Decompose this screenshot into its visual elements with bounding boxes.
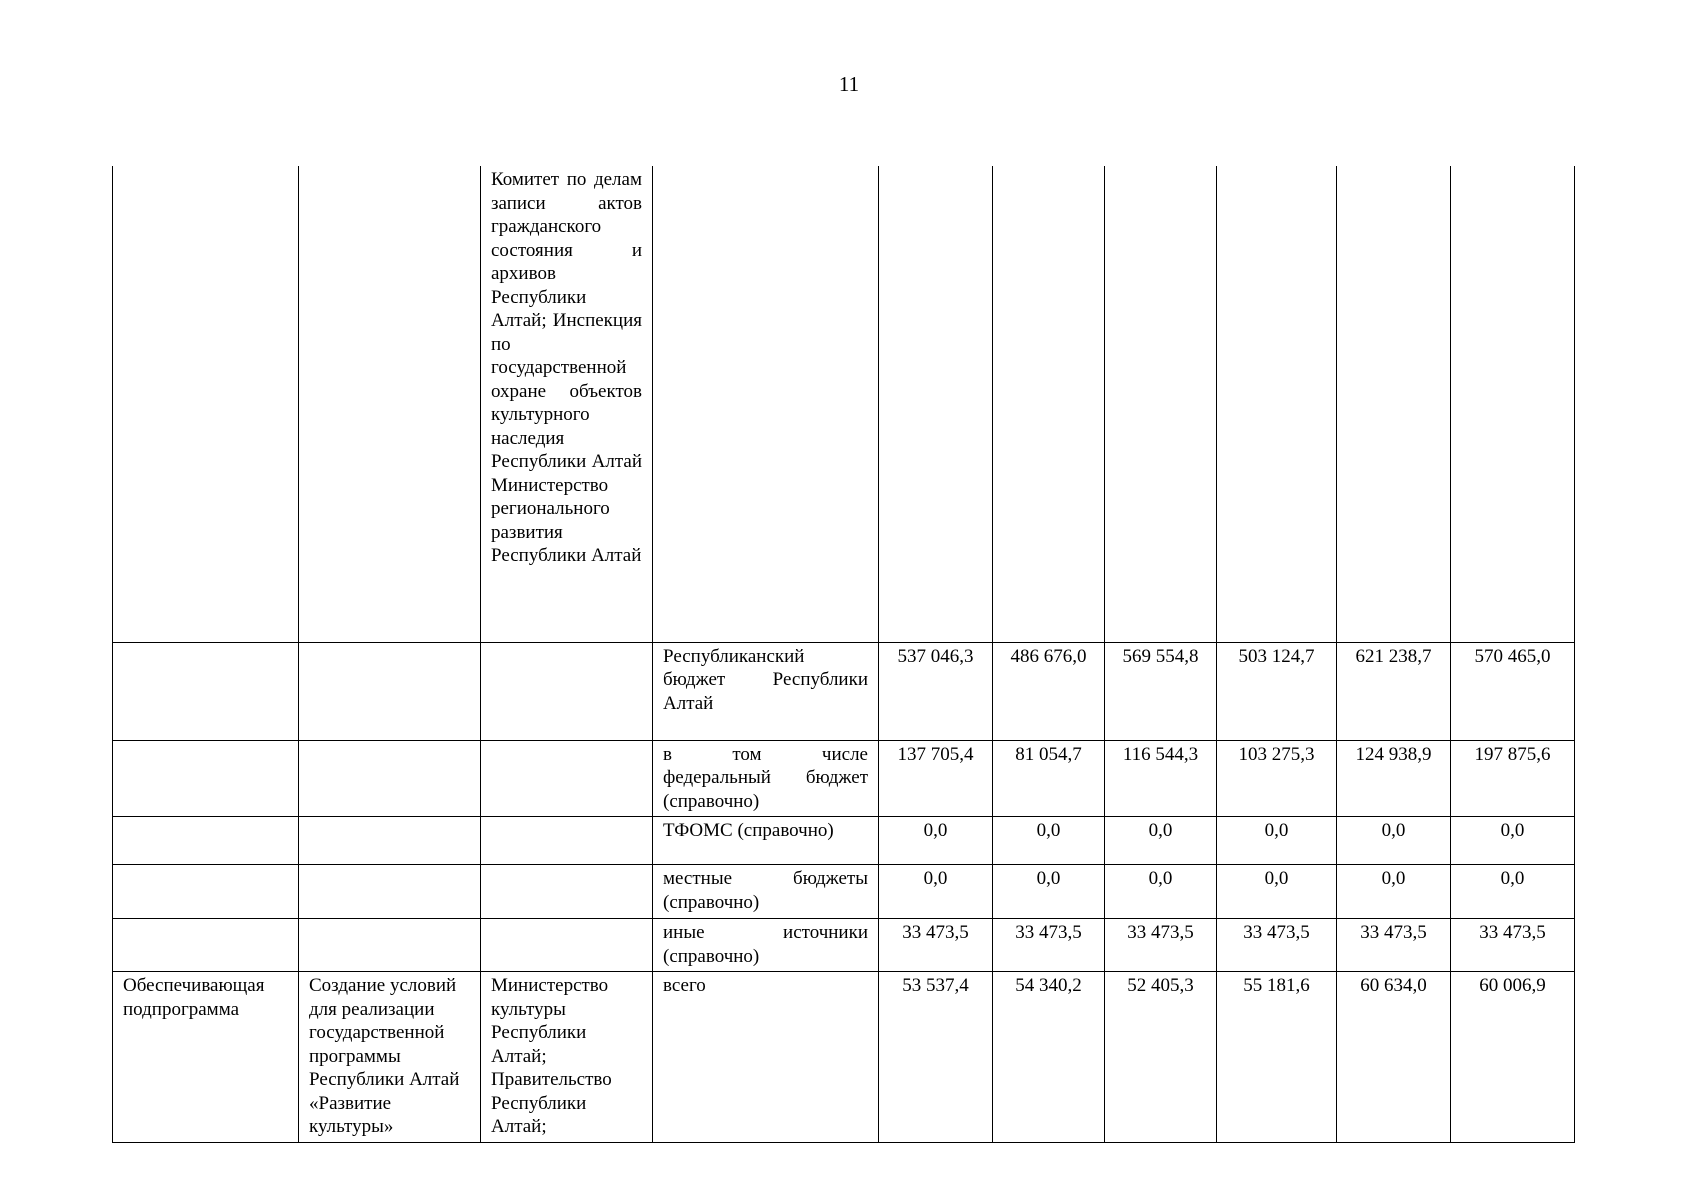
subprogram-cell	[113, 919, 299, 972]
funding-source-cell: всего	[653, 972, 879, 1143]
year-value-cell: 503 124,7	[1217, 642, 1337, 740]
executor-cell	[481, 740, 653, 817]
year-value-cell: 621 238,7	[1337, 642, 1451, 740]
table-row	[113, 919, 1575, 972]
executor-cell	[481, 919, 653, 972]
year-value-cell	[879, 166, 993, 642]
year-value-cell: 60 634,0	[1337, 972, 1451, 1143]
year-value-cell: 124 938,9	[1337, 740, 1451, 817]
year-value-cell: 33 473,5	[1105, 919, 1217, 972]
goal-cell	[299, 865, 481, 919]
year-value-cell: 0,0	[1337, 817, 1451, 865]
year-value-cell	[993, 166, 1105, 642]
year-value-cell	[1337, 166, 1451, 642]
year-value-cell: 0,0	[879, 817, 993, 865]
goal-cell	[299, 817, 481, 865]
year-value-cell: 0,0	[1451, 865, 1575, 919]
year-value-cell: 137 705,4	[879, 740, 993, 817]
executor-cell	[481, 817, 653, 865]
funding-source-cell: Республиканский бюджет Республики Алтай	[653, 642, 879, 740]
year-value-cell: 33 473,5	[993, 919, 1105, 972]
year-value-cell: 0,0	[1337, 865, 1451, 919]
funding-source-cell: ТФОМС (справочно)	[653, 817, 879, 865]
executor-cell: Министерство культуры Республики Алтай; Правительство Республики Алтай;	[481, 972, 653, 1143]
year-value-cell: 569 554,8	[1105, 642, 1217, 740]
budget-table	[112, 166, 1575, 1143]
subprogram-cell	[113, 642, 299, 740]
year-value-cell: 0,0	[1105, 817, 1217, 865]
year-value-cell: 33 473,5	[879, 919, 993, 972]
year-value-cell: 33 473,5	[1451, 919, 1575, 972]
table-row	[113, 166, 1575, 642]
year-value-cell: 537 046,3	[879, 642, 993, 740]
funding-source-cell	[653, 166, 879, 642]
subprogram-cell	[113, 865, 299, 919]
table-row	[113, 740, 1575, 817]
executor-cell: Комитет по делам записи актов гражданского состояния и архивов Республики Алтай; Инспекция по государственной охране объектов культурного наследия Республики Алтай Министерство регионального развития Республики Алтай	[481, 166, 653, 642]
year-value-cell: 116 544,3	[1105, 740, 1217, 817]
goal-cell	[299, 166, 481, 642]
year-value-cell	[1451, 166, 1575, 642]
year-value-cell: 103 275,3	[1217, 740, 1337, 817]
year-value-cell: 53 537,4	[879, 972, 993, 1143]
year-value-cell: 486 676,0	[993, 642, 1105, 740]
table-row	[113, 817, 1575, 865]
table-row	[113, 865, 1575, 919]
year-value-cell: 54 340,2	[993, 972, 1105, 1143]
year-value-cell: 0,0	[879, 865, 993, 919]
year-value-cell: 33 473,5	[1337, 919, 1451, 972]
executor-cell	[481, 865, 653, 919]
year-value-cell: 0,0	[1451, 817, 1575, 865]
year-value-cell: 0,0	[1105, 865, 1217, 919]
year-value-cell: 0,0	[993, 817, 1105, 865]
year-value-cell: 0,0	[1217, 817, 1337, 865]
table-body	[113, 166, 1575, 1142]
year-value-cell: 52 405,3	[1105, 972, 1217, 1143]
year-value-cell: 197 875,6	[1451, 740, 1575, 817]
funding-source-cell: иные источники (справочно)	[653, 919, 879, 972]
funding-source-cell: в том числе федеральный бюджет (справочно)	[653, 740, 879, 817]
page-number: 11	[838, 72, 860, 96]
goal-cell: Создание условий для реализации государственной программы Республики Алтай «Развитие культуры»	[299, 972, 481, 1143]
subprogram-cell	[113, 740, 299, 817]
year-value-cell: 570 465,0	[1451, 642, 1575, 740]
table-row	[113, 972, 1575, 1143]
year-value-cell: 0,0	[1217, 865, 1337, 919]
goal-cell	[299, 642, 481, 740]
year-value-cell: 60 006,9	[1451, 972, 1575, 1143]
subprogram-cell: Обеспечивающая подпрограмма	[113, 972, 299, 1143]
year-value-cell	[1217, 166, 1337, 642]
year-value-cell: 33 473,5	[1217, 919, 1337, 972]
table-row	[113, 642, 1575, 740]
goal-cell	[299, 740, 481, 817]
year-value-cell	[1105, 166, 1217, 642]
goal-cell	[299, 919, 481, 972]
year-value-cell: 81 054,7	[993, 740, 1105, 817]
funding-source-cell: местные бюджеты (справочно)	[653, 865, 879, 919]
subprogram-cell	[113, 166, 299, 642]
executor-cell	[481, 642, 653, 740]
year-value-cell: 0,0	[993, 865, 1105, 919]
year-value-cell: 55 181,6	[1217, 972, 1337, 1143]
subprogram-cell	[113, 817, 299, 865]
